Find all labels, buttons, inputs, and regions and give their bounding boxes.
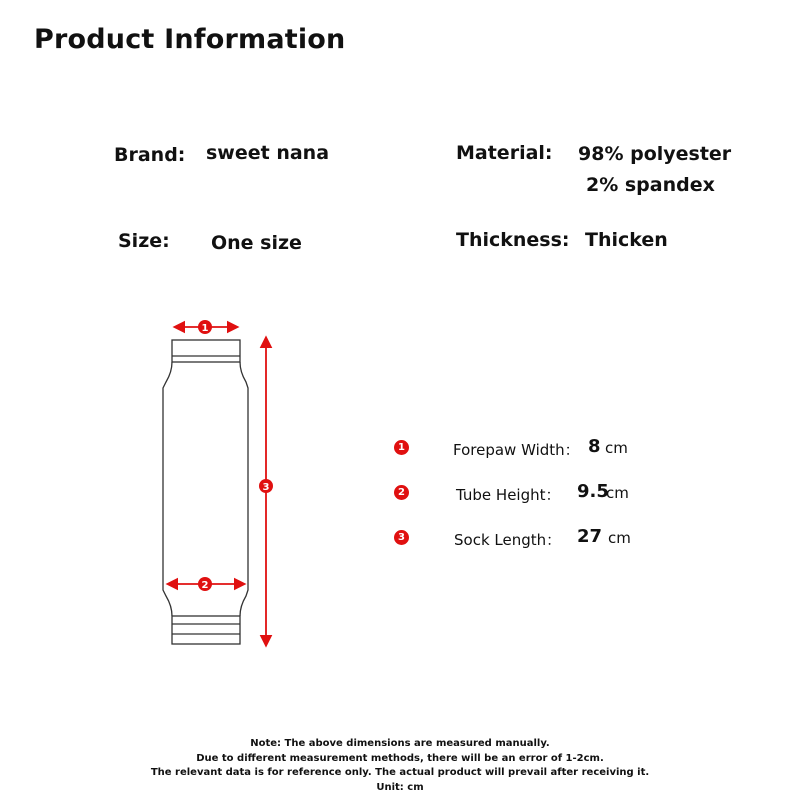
- marker-2-number: 2: [201, 580, 209, 591]
- marker-3-number: 3: [262, 482, 270, 493]
- measurement-value: 9.5: [577, 481, 609, 502]
- marker-1-number: 1: [201, 323, 209, 334]
- material-value-2: 2% spandex: [586, 174, 715, 196]
- measurement-badge: 2: [394, 485, 409, 500]
- measurement-label: Forepaw Width：: [453, 441, 580, 459]
- brand-value: sweet nana: [206, 142, 330, 164]
- brand-label: Brand:: [114, 144, 186, 166]
- measurement-value: 8: [588, 436, 601, 457]
- marker-2-badge: [198, 577, 212, 591]
- size-value: One size: [211, 232, 302, 254]
- measurement-unit: cm: [606, 484, 629, 502]
- marker-3-badge: [259, 479, 273, 493]
- note-line: The relevant data is for reference only. The actual product will prevail after receiving it.: [150, 767, 650, 778]
- note-line: Note: The above dimensions are measured manually.: [250, 738, 550, 749]
- measurement-value: 27: [577, 526, 603, 547]
- measurement-note: [0, 737, 800, 795]
- note-line: Unit: cm: [376, 781, 424, 793]
- measurement-label: Sock Length：: [454, 531, 562, 549]
- marker-1-badge: [198, 320, 212, 334]
- measurement-badge: 1: [394, 440, 409, 455]
- measurement-label: Tube Height：: [456, 486, 561, 504]
- thickness-label: Thickness:: [456, 229, 570, 251]
- note-line: Due to different measurement methods, there will be an error of 1-2cm.: [196, 752, 604, 764]
- material-label: Material:: [456, 142, 553, 164]
- measurement-unit: cm: [608, 529, 631, 547]
- size-label: Size:: [118, 230, 170, 252]
- sock-outline: [163, 340, 248, 644]
- page-title: Product Information: [34, 24, 346, 55]
- thickness-value: Thicken: [585, 229, 668, 251]
- measurement-unit: cm: [605, 439, 628, 457]
- measurement-badge: 3: [394, 530, 409, 545]
- material-value-1: 98% polyester: [578, 143, 732, 165]
